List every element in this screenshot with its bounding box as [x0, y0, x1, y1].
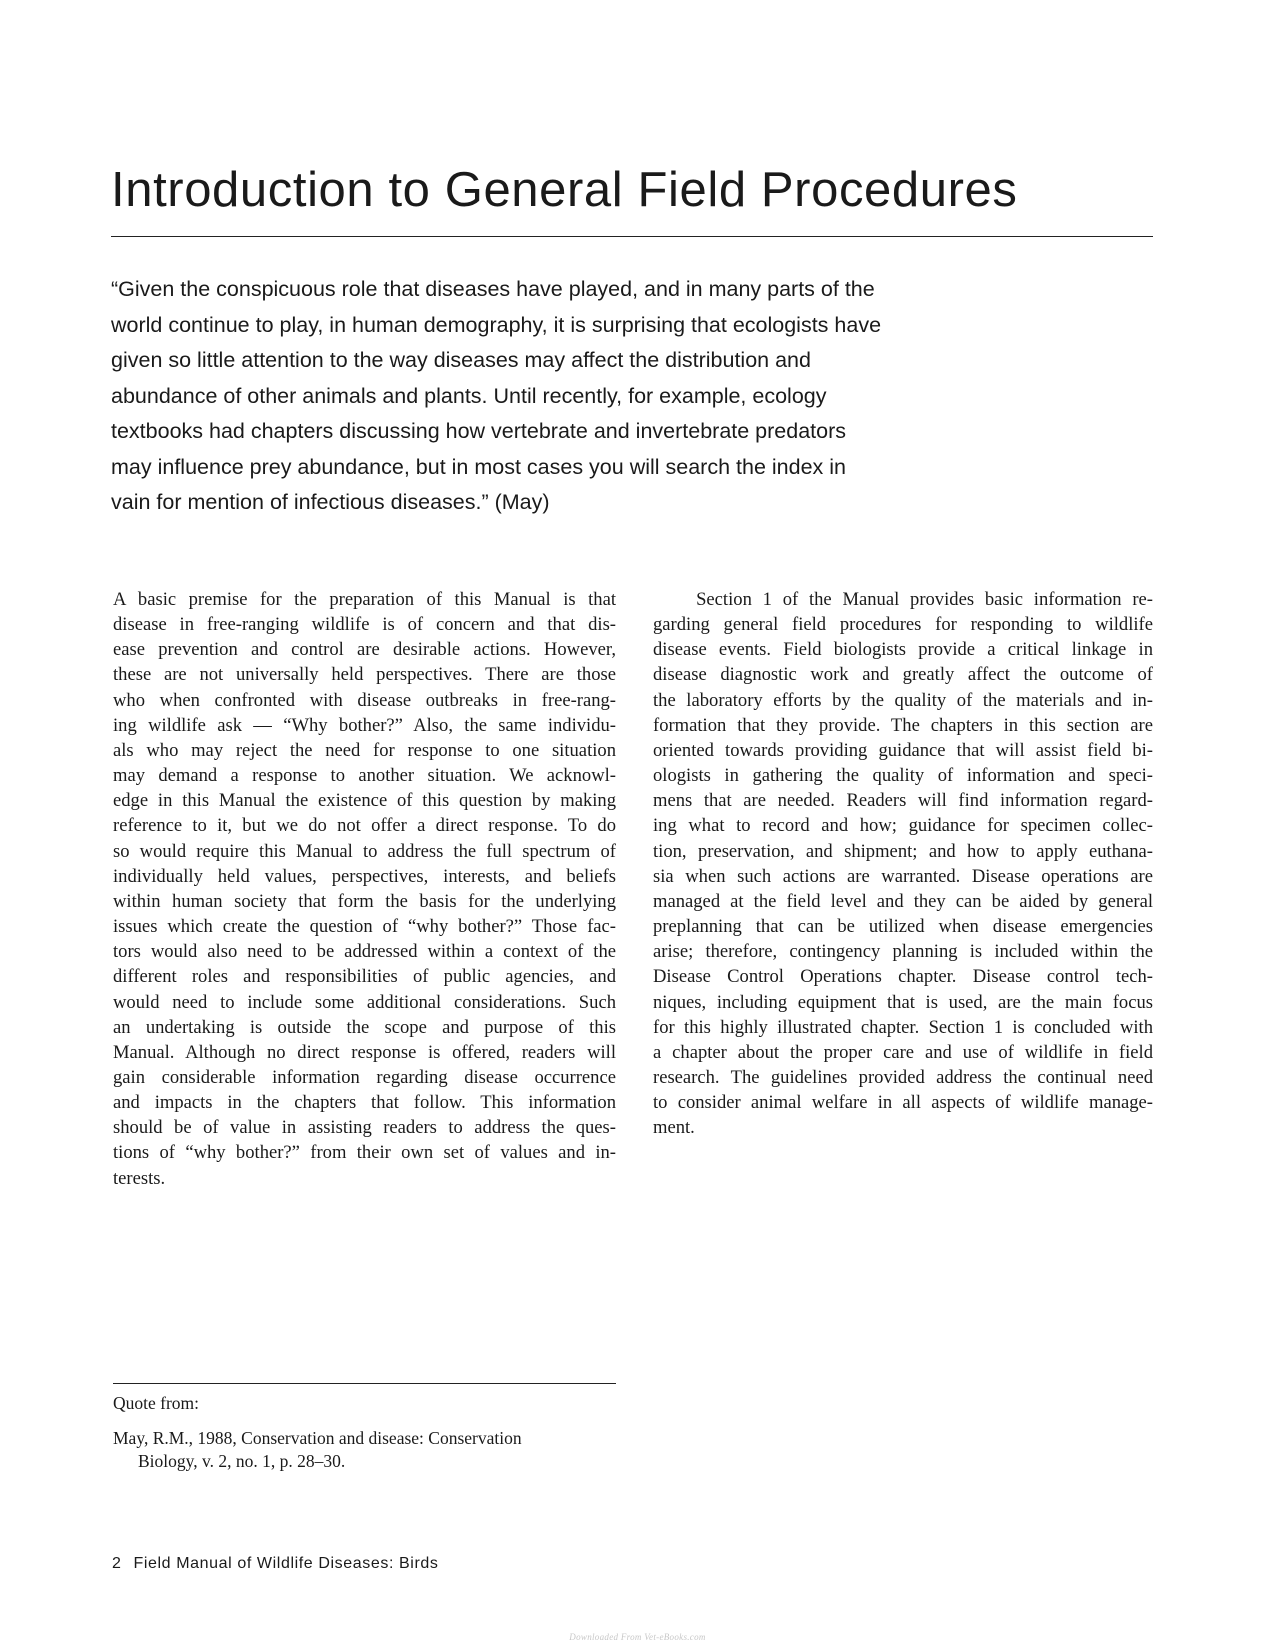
body-line: ment. — [653, 1117, 695, 1139]
page-number: 2 — [112, 1555, 122, 1572]
body-line: within human society that form the basis for the underlying — [113, 890, 616, 912]
body-line: disease in free-ranging wildlife is of concern and that dis- — [113, 614, 616, 636]
quote-line: “Given the conspicuous role that diseases have played, and in many parts of the — [111, 277, 875, 301]
body-line: niques, including equipment that is used, are the main focus — [653, 991, 1153, 1013]
body-column-right — [653, 587, 1153, 1140]
body-line: terests. — [113, 1167, 166, 1189]
body-column-left — [113, 587, 616, 1191]
quote-line: abundance of other animals and plants. Until recently, for example, ecology — [111, 383, 827, 408]
body-line: reference to it, but we do not offer a direct response. To do — [113, 815, 616, 837]
body-line: disease diagnostic work and greatly affect the outcome of — [653, 664, 1153, 686]
body-line: sia when such actions are warranted. Disease operations are — [653, 865, 1153, 887]
body-line: ing what to record and how; guidance for specimen collec- — [653, 815, 1153, 837]
body-line: Disease Control Operations chapter. Disease control tech- — [653, 966, 1153, 988]
body-line: ologists in gathering the quality of information and speci- — [653, 765, 1153, 787]
quote-line: world continue to play, in human demography, it is surprising that ecologists have — [111, 312, 882, 337]
body-line: oriented towards providing guidance that will assist field bi- — [653, 739, 1153, 761]
footnote-label: Quote from: — [113, 1393, 200, 1413]
body-line: the laboratory efforts by the quality of the materials and in- — [653, 689, 1153, 711]
body-line: different roles and responsibilities of public agencies, and — [113, 966, 616, 988]
epigraph-quote — [111, 272, 971, 521]
reference-line: May, R.M., 1988, Conservation and disease: Conservation — [113, 1428, 522, 1448]
body-line: tion, preservation, and shipment; and how to apply euthana- — [653, 840, 1153, 862]
body-line: an undertaking is outside the scope and purpose of this — [113, 1016, 616, 1038]
quote-line: textbooks had chapters discussing how vertebrate and invertebrate predators — [111, 419, 847, 443]
body-line: gain considerable information regarding disease occurrence — [113, 1066, 616, 1088]
body-line: Section 1 of the Manual provides basic information re- — [653, 589, 1153, 610]
body-line: als who may reject the need for response to one situation — [113, 739, 616, 761]
body-line: ing wildlife ask — “Why bother?” Also, the same individu- — [113, 714, 616, 736]
body-line: and impacts in the chapters that follow. This information — [113, 1092, 616, 1114]
book-title: Field Manual of Wildlife Diseases: Birds — [133, 1555, 439, 1572]
title-divider — [111, 236, 1153, 237]
page-footer — [112, 1555, 439, 1573]
body-line: formation that they provide. The chapters in this section are — [653, 714, 1153, 736]
quote-line: vain for mention of infectious diseases.” (May) — [111, 490, 550, 514]
body-line: issues which create the question of “why bother?” Those fac- — [113, 916, 616, 938]
body-line: to consider animal welfare in all aspects of wildlife manage- — [653, 1092, 1153, 1114]
body-line: ease prevention and control are desirable actions. However, — [113, 639, 616, 661]
body-line: mens that are needed. Readers will find information regard- — [653, 790, 1153, 812]
body-line: should be of value in assisting readers to address the ques- — [113, 1117, 616, 1139]
body-line: Manual. Although no direct response is offered, readers will — [113, 1041, 616, 1063]
body-line: tors would also need to be addressed within a context of the — [113, 941, 616, 963]
quote-line: given so little attention to the way diseases may affect the distribution and — [111, 348, 811, 372]
body-line: may demand a response to another situation. We acknowl- — [113, 765, 616, 787]
body-line: individually held values, perspectives, interests, and beliefs — [113, 865, 616, 887]
body-line: for this highly illustrated chapter. Section 1 is concluded with — [653, 1016, 1153, 1038]
body-line: garding general field procedures for responding to wildlife — [653, 614, 1153, 636]
page-title: Introduction to General Field Procedures — [111, 163, 1018, 217]
body-line: disease events. Field biologists provide a critical linkage in — [653, 639, 1153, 661]
quote-line: may influence prey abundance, but in most cases you will search the index in — [111, 454, 846, 479]
body-line: edge in this Manual the existence of this question by making — [113, 790, 616, 812]
body-line: who when confronted with disease outbreaks in free-rang- — [113, 689, 616, 711]
body-line: these are not universally held perspectives. There are those — [113, 664, 616, 686]
footnote-divider — [113, 1383, 616, 1384]
body-line: A basic premise for the preparation of this Manual is that — [113, 589, 616, 610]
body-line: research. The guidelines provided address the continual need — [653, 1066, 1153, 1088]
body-line: would need to include some additional considerations. Such — [113, 991, 616, 1013]
watermark: Downloaded From Vet-eBooks.com — [569, 1632, 706, 1642]
body-line: so would require this Manual to address the full spectrum of — [113, 840, 616, 862]
body-line: tions of “why bother?” from their own set of values and in- — [113, 1142, 616, 1164]
reference-line: Biology, v. 2, no. 1, p. 28–30. — [138, 1450, 346, 1471]
body-line: preplanning that can be utilized when disease emergencies — [653, 916, 1153, 938]
body-line: arise; therefore, contingency planning is included within the — [653, 941, 1153, 963]
footnote-reference — [113, 1427, 633, 1472]
body-line: a chapter about the proper care and use of wildlife in field — [653, 1041, 1153, 1063]
body-line: managed at the field level and they can be aided by general — [653, 890, 1153, 912]
